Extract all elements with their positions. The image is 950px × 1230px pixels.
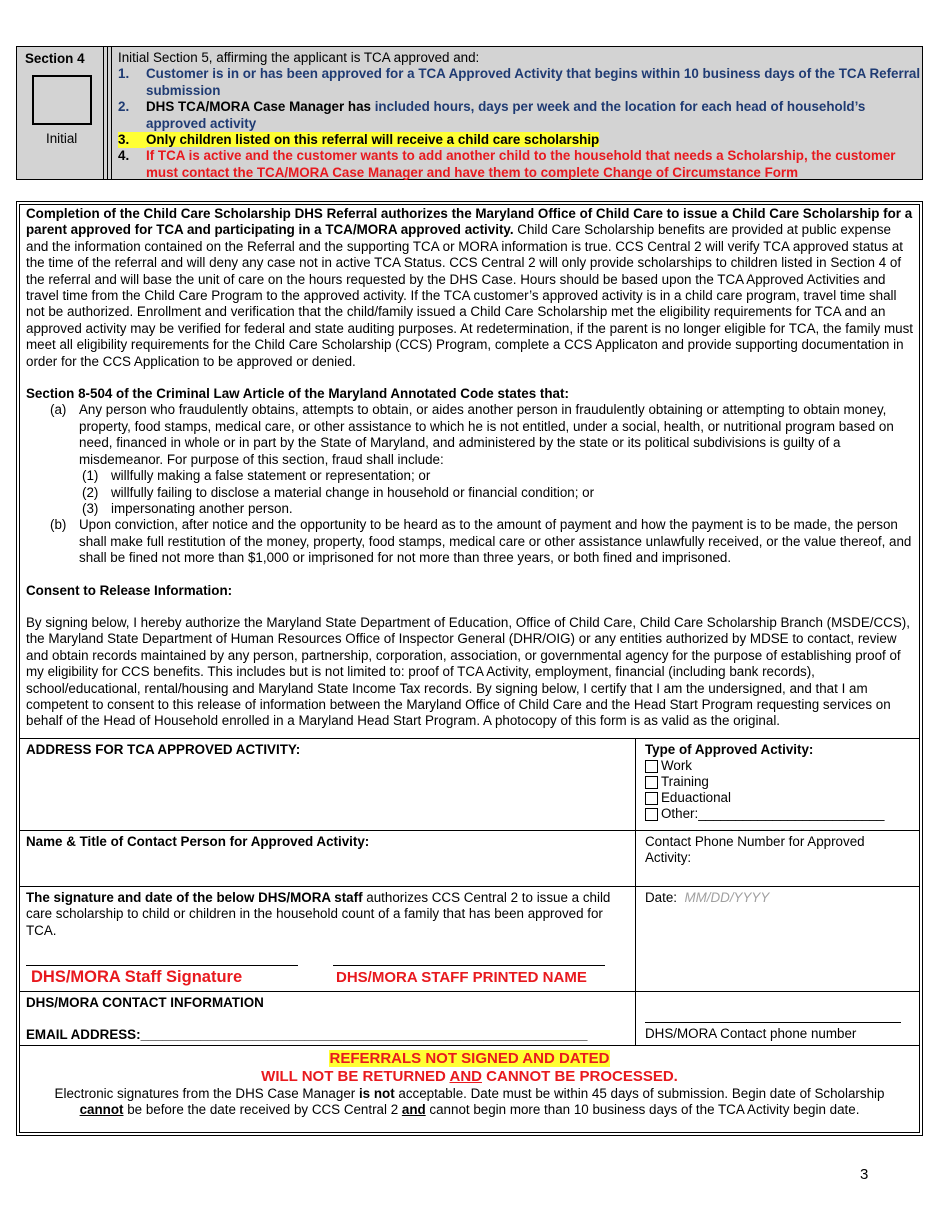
- law-sub-label: (2): [82, 484, 99, 500]
- law-sub-item-2: [82, 485, 916, 501]
- warning-line-1: [19, 1050, 920, 1068]
- page-number: 3: [860, 1166, 869, 1183]
- note-emphasis: and: [401, 1102, 426, 1118]
- contact-info-label: DHS/MORA CONTACT INFORMATION: [26, 995, 264, 1010]
- consent-paragraph: By signing below, I hereby authorize the Maryland State Department of Education, Office of Child Care, Child Care Scholarship Branch (MSDE/CCS), the Maryland State Department of Human Resources Office of Inspector General (DHR/OIG) or any entities authorized by MDSE to contact, review and obtain records maintained by any person, partnership, corporation, association, or governmental agency for the purpose of establishing proof of my eligibility for CCS benefits. This includes but is not limited to: proof of TCA Activity, employment, financial (including bank records), school/educational, rental/housing and Maryland State Income Tax records. By signing below, I certify that I am the undersigned, and that I am competent to consent to this release of information between the Maryland Office of Child Care and the Head Start Program requesting services on behalf of the Head of Household enrolled in a Maryland Head Start Program. A photocopy of this form is as valid as the original.: [26, 614, 910, 729]
- section4-content: [108, 47, 922, 179]
- checkbox[interactable]: [645, 776, 658, 789]
- law-sub-label: (1): [82, 468, 99, 484]
- warning-line-2-and: AND: [449, 1068, 482, 1085]
- law-item-label: (b): [50, 517, 67, 533]
- signature-statement-bold: The signature and date of the below DHS/MORA staff: [26, 890, 363, 905]
- note-part: be before the date received by CCS Central 2: [123, 1102, 402, 1118]
- option-label: Work: [661, 758, 692, 774]
- item-number: 3.: [118, 132, 146, 148]
- law-item-b: [50, 517, 916, 566]
- activity-type-cell: [637, 739, 920, 830]
- law-sub-label: (3): [82, 500, 99, 516]
- section4-intro: Initial Section 5, affirming the applicant is TCA approved and:: [118, 50, 480, 65]
- staff-signature-label: DHS/MORA Staff Signature: [31, 968, 243, 986]
- item-text: If TCA is active and the customer wants to add another child to the household that needs a Scholarship, the customer must contact the TCA/MORA Case Manager and have them to complete Change of Circumstance Form: [146, 148, 896, 180]
- section4-label-column: [17, 47, 108, 179]
- checkbox[interactable]: [645, 808, 658, 821]
- law-item-a: [50, 402, 916, 468]
- signature-statement: [26, 890, 628, 939]
- date-cell[interactable]: [637, 887, 920, 991]
- checkbox[interactable]: [645, 792, 658, 805]
- contact-phone-line[interactable]: [645, 1022, 901, 1023]
- activity-type-label: Type of Approved Activity:: [645, 742, 814, 757]
- activity-address-cell[interactable]: [19, 739, 636, 830]
- item-number: 1.: [118, 66, 130, 82]
- item-number: 2.: [118, 99, 130, 115]
- staff-signature-cell: [19, 887, 636, 991]
- checkbox[interactable]: [645, 760, 658, 773]
- law-sub-item-1: [82, 468, 916, 484]
- warning-line-2: [19, 1068, 920, 1086]
- contact-phone-label: Contact Phone Number for Approved Activity:: [645, 834, 865, 866]
- printed-name-line[interactable]: [333, 965, 605, 966]
- item-text: included hours, days per week and the location for each head of household’s approved activity: [146, 99, 866, 131]
- law-item-text: Any person who fraudulently obtains, attempts to obtain, or aides another person in fraudulently obtaining or attempting to obtain money, property, food stamps, medical care, or other assistance to which he is not entitled, under a social, health, or nutritional program based on need, financed in whole or in part by the State of Maryland, and administered by the state or its political subdivisions is guilty of a misdemeanor. For purpose of this section, fraud shall include:: [79, 402, 894, 467]
- referral-warning: [19, 1050, 920, 1119]
- section4-item-3: [118, 132, 922, 148]
- law-sub-item-3: [82, 501, 916, 517]
- contact-person-label: Name & Title of Contact Person for Approved Activity:: [26, 834, 370, 849]
- staff-signature-row: [19, 886, 920, 991]
- contact-phone-cell[interactable]: [637, 831, 920, 886]
- activity-option-educational[interactable]: [645, 790, 912, 806]
- date-label: Date:: [645, 890, 685, 905]
- contact-info-cell: [19, 992, 636, 1045]
- email-address-field[interactable]: EMAIL ADDRESS:____________________________________________________________: [26, 1027, 588, 1043]
- warning-note: [19, 1086, 920, 1119]
- note-emphasis: is not: [358, 1086, 395, 1101]
- item-text: Only children listed on this referral will receive a child care scholarship: [146, 132, 600, 148]
- item-text: Customer is in or has been approved for a TCA Approved Activity that begins within 10 business days of the TCA Referral submission: [146, 66, 921, 98]
- activity-option-other[interactable]: [645, 806, 912, 822]
- completion-paragraph: [26, 206, 916, 370]
- section4-item-1: [118, 66, 922, 99]
- terms-text: [26, 206, 916, 730]
- note-part: cannot begin more than 10 business days of the TCA Activity begin date.: [425, 1102, 860, 1118]
- option-label: Training: [661, 774, 709, 790]
- section4-item-4: [118, 148, 922, 181]
- completion-text: Child Care Scholarship benefits are provided at public expense and the information contained on the Referral and the supporting TCA or MORA information is true. CCS Central 2 will verify TCA approved status at the time of the referral and will deny any case not in active TCA Status. CCS Central 2 will only provide scholarships to children listed in Section 4 of the referral and will base the unit of care on the hours requested by the DHS Case. Hours should be based upon the TCA Approved Activities and travel time from the Child Care Program to the approved activity. If the TCA customer’s approved activity is in a child care program, travel time shall not be authorized. Enrollment and verification that the child/family issued a Child Care Scholarship met the eligibility requirements for TCA and an approved activity may be verified for federal and state auditing purposes. At redetermination, if the parent is no longer eligible for TCA, the family must meet all eligibility requirements for the Child Care Scholarship (CCS) Program, complete a CCS Applicaton and provide supporting documentation in order for the CCS Application to be approved or denied.: [26, 222, 913, 369]
- completion-bold: Completion of the Child Care Scholarship DHS Referral authorizes the Maryland Office of Child Care to issue a Child Care Scholarship for a parent approved for TCA and participating in a TCA/MORA approved activity.: [26, 206, 913, 238]
- law-sub-text: willfully failing to disclose a material change in household or financial condition; or: [111, 484, 595, 500]
- initial-input-box[interactable]: [32, 75, 92, 125]
- date-placeholder[interactable]: MM/DD/YYYY: [684, 890, 770, 905]
- referral-terms-box: [16, 201, 923, 1136]
- initial-label: Initial: [46, 131, 78, 146]
- note-part: acceptable. Date must be within 45 days of submission. Begin date of Scholarship: [394, 1086, 885, 1101]
- law-heading: [26, 386, 916, 402]
- law-item-label: (a): [50, 402, 67, 418]
- activity-option-training[interactable]: [645, 774, 912, 790]
- law-heading-part1: Section 8-504 of the Criminal Law Article of the Maryland Annotated Code: [26, 386, 498, 402]
- section4-item-2: [118, 99, 922, 132]
- contact-phone-number-label: DHS/MORA Contact phone number: [645, 1026, 857, 1041]
- section4-box: [16, 46, 923, 180]
- staff-printed-name-label: DHS/MORA STAFF PRINTED NAME: [336, 969, 587, 986]
- law-heading-part2: states that:: [497, 386, 569, 402]
- contact-info-row: [19, 991, 920, 1046]
- warning-line-2a: WILL NOT BE RETURNED: [261, 1068, 450, 1085]
- signature-line[interactable]: [26, 965, 298, 966]
- law-sub-text: willfully making a false statement or representation; or: [111, 468, 431, 484]
- warning-line-2b: CANNOT BE PROCESSED.: [481, 1068, 678, 1085]
- note-emphasis: cannot: [79, 1102, 124, 1118]
- consent-heading: Consent to Release Information:: [26, 582, 233, 598]
- option-label: Eduactional: [661, 790, 731, 806]
- contact-phone-number-cell: [637, 992, 920, 1045]
- signature-statement-text: authorizes CCS Central 2 to issue a child care scholarship to child or children in the household count of a family that has been approved for TCA.: [26, 890, 611, 938]
- item-number: 4.: [118, 148, 130, 164]
- law-item-text: Upon conviction, after notice and the opportunity to be heard as to the amount of payment and how the payment is to be made, the person shall make full restitution of the money, property, food stamps, medical care or other assistance unlawfully received, or the value thereof, and shall be fined not more than $1,000 or imprisoned for not more than three years, or both fined and imprisoned.: [79, 517, 912, 566]
- contact-person-cell[interactable]: [19, 831, 636, 886]
- note-part: Electronic signatures from the DHS Case Manager: [54, 1086, 359, 1101]
- activity-address-label: ADDRESS FOR TCA APPROVED ACTIVITY:: [26, 742, 301, 757]
- activity-option-work[interactable]: [645, 758, 912, 774]
- activity-address-row: [19, 738, 920, 830]
- law-sub-text: impersonating another person.: [111, 500, 293, 516]
- contact-person-row: [19, 830, 920, 886]
- section4-title: Section 4: [25, 51, 85, 66]
- item-lead: DHS TCA/MORA Case Manager has: [146, 99, 371, 115]
- warning-line-1-text: REFERRALS NOT SIGNED AND DATED: [329, 1050, 610, 1067]
- option-label: Other:_________________________: [661, 806, 885, 822]
